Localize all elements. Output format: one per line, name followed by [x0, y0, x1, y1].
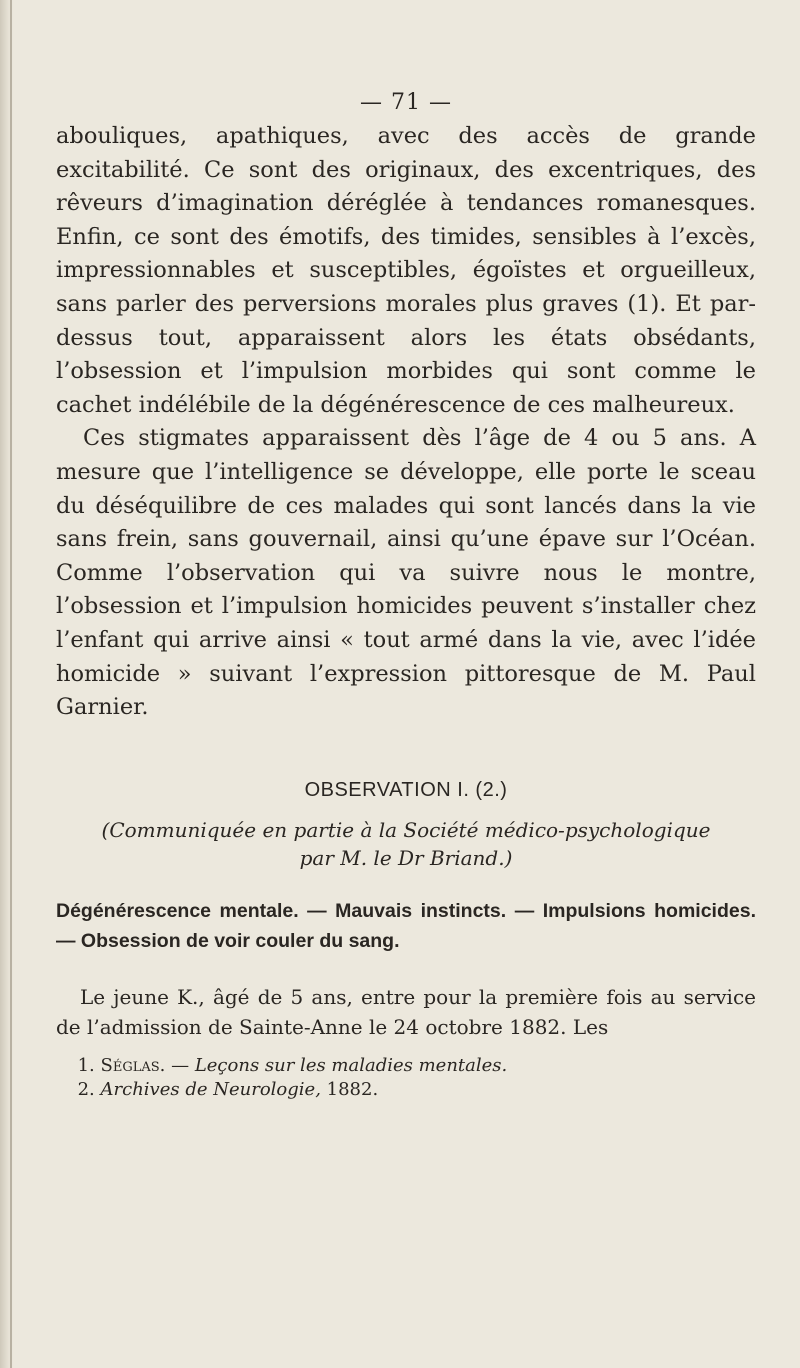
observation-title: OBSERVATION I. (2.) — [304, 778, 508, 801]
paragraph-1: abouliques, apathiques, avec des accès de grande excitabilité. Ce sont des originaux, des excentriques, des rêveurs d’imagination déréglée à tendances romanesques. Enfin, ce sont des émotifs, des timides, sensibles à l’excès, impressionnables et susceptibles, égoïstes et orgueilleux, sans parler des perversions morales plus graves (1). Et par-dessus tout, apparaissent alors les états obsédants, l’obsession et l’impulsion morbides qui sont comme le cachet indélébile de la dégénérescence de ces malheureux. — [56, 123, 756, 418]
observation-subtitle — [56, 816, 756, 872]
observation-text: Le jeune K., âgé de 5 ans, entre pour la première fois au service de l’admission de Sainte-Anne le 24 octobre 1882. Les — [56, 984, 756, 1039]
book-page — [56, 90, 756, 1102]
footnotes — [56, 1054, 756, 1102]
footnote-number: 2. — [77, 1078, 95, 1100]
footnote-number: 1. — [77, 1054, 95, 1076]
footnote-author: Séglas. — [100, 1054, 166, 1076]
footnote-2 — [56, 1078, 756, 1102]
binding-edge — [10, 0, 12, 1368]
footnote-work: Archives de Neurologie, — [100, 1078, 321, 1100]
paragraph-2: Ces stigmates apparaissent dès l’âge de 4 ou 5 ans. A mesure que l’intelligence se développe, elle porte le sceau du déséquilibre de ces malades qui sont lancés dans la vie sans frein, sans gouvernail, ainsi qu’une épave sur l’Océan. Comme l’observation qui va suivre nous le montre, l’obsession et l’impulsion homicides peuvent s’installer chez l’enfant qui arrive ainsi « tout armé dans la vie, avec l’idée homicide » suivant l’expression pittoresque de M. Paul Garnier. — [56, 425, 756, 721]
observation-subtitle-line1: (Communiquée en partie à la Société médico-psychologique — [101, 817, 711, 842]
footnote-work: Leçons sur les maladies mentales. — [194, 1054, 508, 1076]
observation-subtitle-line2: par M. le Dr Briand.) — [299, 845, 513, 870]
footnote-1 — [56, 1054, 756, 1078]
footnote-separator: — — [165, 1054, 195, 1076]
observation-summary: Dégénérescence mentale. — Mauvais instincts. — Impulsions homicides. — Obsession de voir couler du sang. — [56, 899, 756, 952]
page-number: — 71 — — [360, 90, 452, 115]
footnote-rest: 1882. — [320, 1078, 379, 1100]
